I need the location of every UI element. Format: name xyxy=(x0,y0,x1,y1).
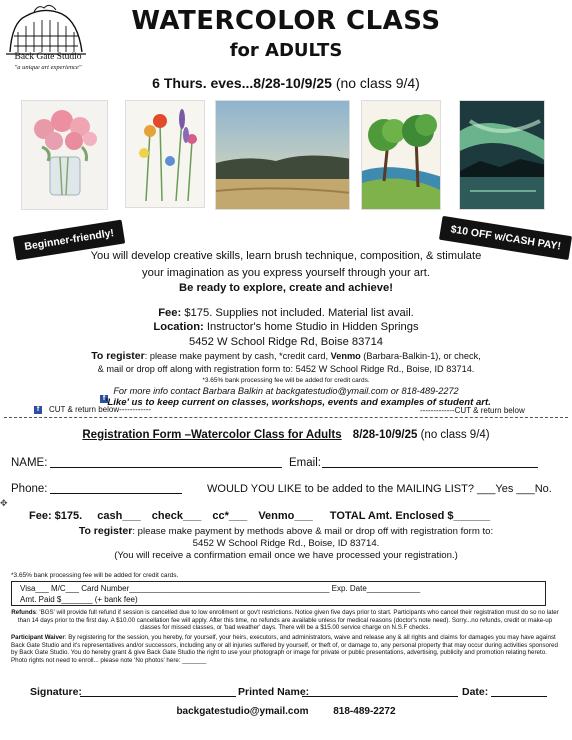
location-address: 5452 W School Ridge Rd, Boise 83714 xyxy=(188,336,384,348)
location-label: Location: xyxy=(153,321,204,333)
footer-phone: 818-489-2272 xyxy=(333,706,396,717)
form-register-text: : please make payment by methods above & mail or drop off with registration form to: xyxy=(132,526,494,537)
page-subtitle: for ADULTS xyxy=(229,40,343,61)
cut-label-left: CUT & return below------------ xyxy=(49,405,152,414)
class-dates-main: 6 Thurs. eves...8/28-10/9/25 xyxy=(152,75,332,91)
painting-flowers-jar xyxy=(21,100,108,210)
waiver-label: Participant Waiver xyxy=(11,634,65,641)
form-register-address: 5452 W School Ridge Rd., Boise, ID 83714. xyxy=(192,538,380,549)
printed-name-label: Printed Name: xyxy=(238,686,310,698)
form-register-label: To register xyxy=(78,525,133,537)
name-field[interactable] xyxy=(50,467,282,468)
venmo-label: Venmo xyxy=(330,351,361,361)
phone-label: Phone: xyxy=(11,483,48,495)
email-field[interactable] xyxy=(322,467,538,468)
processing-fee-note: *3.65% bank processing fee will be added for credit cards. xyxy=(202,377,370,384)
register-label: To register xyxy=(91,350,145,362)
printed-name-field[interactable] xyxy=(302,696,458,697)
register-line-2: & mail or drop off along with registration form to: 5452 W School Ridge Rd., Boise, ID 83714. xyxy=(97,364,475,374)
signature-label: Signature: xyxy=(30,686,82,698)
signature-field[interactable] xyxy=(80,696,236,697)
pay-check-option[interactable]: check___ xyxy=(151,510,202,522)
email-label: Email: xyxy=(289,457,321,469)
credit-card-fields[interactable]: Visa___ M/C___ Card Number_____________________________________________ Exp. Date____________ xyxy=(20,584,421,593)
like-us-note: 'Like' us to keep current on classes, workshops, events and examples of student art. xyxy=(105,397,491,408)
date-field[interactable] xyxy=(491,696,547,697)
page-title: WATERCOLOR CLASS xyxy=(131,6,441,36)
date-label: Date: xyxy=(462,686,489,698)
fee-label: Fee: xyxy=(158,307,182,319)
register-info xyxy=(0,350,572,362)
class-dates-note: (no class 9/4) xyxy=(335,75,420,91)
banner-cash-discount: $10 OFF w/CASH PAY! xyxy=(439,216,572,260)
venmo-text: (Barbara-Balkin-1), or check, xyxy=(360,351,481,361)
logo-tagline: "a unique art experience" xyxy=(14,64,82,71)
painting-landscape xyxy=(215,100,350,210)
mailing-list-question[interactable]: WOULD YOU LIKE to be added to the MAILING LIST? ___Yes ___No. xyxy=(207,483,552,495)
location-info xyxy=(0,320,572,336)
pay-venmo-option[interactable]: Venmo___ xyxy=(258,510,313,522)
intro-line-1: You will develop creative skills, learn brush technique, composition, & stimulate xyxy=(90,250,482,262)
location-text: Instructor's home Studio in Hidden Springs xyxy=(206,321,419,333)
contact-info: For more info contact Barbara Balkin at backgatestudio@ymail.com or 818-489-2272 xyxy=(113,386,459,396)
footer-contact xyxy=(0,706,572,717)
facebook-icon[interactable]: f xyxy=(100,393,110,403)
register-text: : please make payment by cash, *credit card, xyxy=(144,351,331,361)
participant-waiver xyxy=(11,634,559,664)
form-title: Registration Form –Watercolor Class for Adults xyxy=(82,429,342,441)
total-enclosed-field[interactable]: TOTAL Amt. Enclosed $______ xyxy=(329,510,491,522)
banner-beginner-friendly: Beginner-friendly! xyxy=(13,220,126,261)
cut-divider xyxy=(4,417,568,418)
pay-cc-option[interactable]: cc*___ xyxy=(212,510,248,522)
amount-paid-field[interactable]: Amt. Paid $_______ (+ bank fee) xyxy=(20,595,138,604)
registration-form-heading xyxy=(0,429,572,441)
pay-cash-option[interactable]: cash___ xyxy=(97,510,141,522)
logo-name: Back Gate Studio xyxy=(14,52,82,62)
intro-line-2: your imagination as you express yourself through your art. xyxy=(142,267,430,279)
form-processing-fee-note: *3.65% bank processing fee will be added for credit cards. xyxy=(11,572,179,579)
cut-label-right: -------------CUT & return below xyxy=(420,406,525,415)
refunds-text: : 'BGS' will provide full refund if session is cancelled due to low enrollment or gov't restrictions. Notice given five days prior to start. Participants who cancel their registration must do so no later than 14 days prior to the first day. A $10.00 cancellation fee will apply. After this time, no refunds are available unless for medical reasons (doctor's note need). Sorry...no refunds, credit or make-up classes for missed classes, or 'bad weather' days. There will be a $15.00 service charge on N.S.F checks. xyxy=(17,609,559,632)
credit-card-box xyxy=(11,581,546,606)
form-fee-row xyxy=(29,510,490,522)
painting-wildflowers xyxy=(125,100,205,208)
intro-line-3: Be ready to explore, create and achieve! xyxy=(179,282,393,294)
painting-northern-lights xyxy=(459,100,545,210)
class-dates xyxy=(0,75,572,91)
waiver-text: : By registering for the session, you hereby, for yourself, your heirs, executors, and administrators, waive and release any & all rights and claims for damages you may have against Back Gate Studio and it's representatives and/or successors, including any or all injuries suffered by yourself, or theft of, or damage to, any personal property that may occur during activities sponsored by Back Gate Studio. You do hereby grant & give Back Gate Studio the right to use your photograph or image for private or public presentations, advertising, publicity and promotion relating hereto. Photo rights not need to enroll... please note 'No photos' here: _______ xyxy=(11,634,558,664)
confirmation-note: (You will receive a confirmation email once we have processed your registration.) xyxy=(114,550,458,561)
fee-text: $175. Supplies not included. Material list avail. xyxy=(184,307,414,319)
name-label: NAME: xyxy=(11,457,48,469)
row-move-handle-icon: ✥ xyxy=(0,498,8,508)
refunds-label: Refunds xyxy=(11,609,36,616)
form-register-info xyxy=(0,525,572,537)
phone-field[interactable] xyxy=(50,493,182,494)
form-fee-label: Fee: $175. xyxy=(29,510,83,522)
painting-trees xyxy=(361,100,441,210)
refunds-policy xyxy=(11,609,559,632)
footer-email[interactable]: backgatestudio@ymail.com xyxy=(176,706,309,717)
form-dates-note: (no class 9/4) xyxy=(420,429,490,441)
form-dates: 8/28-10/9/25 xyxy=(352,429,418,441)
facebook-icon-small: f xyxy=(34,406,43,415)
